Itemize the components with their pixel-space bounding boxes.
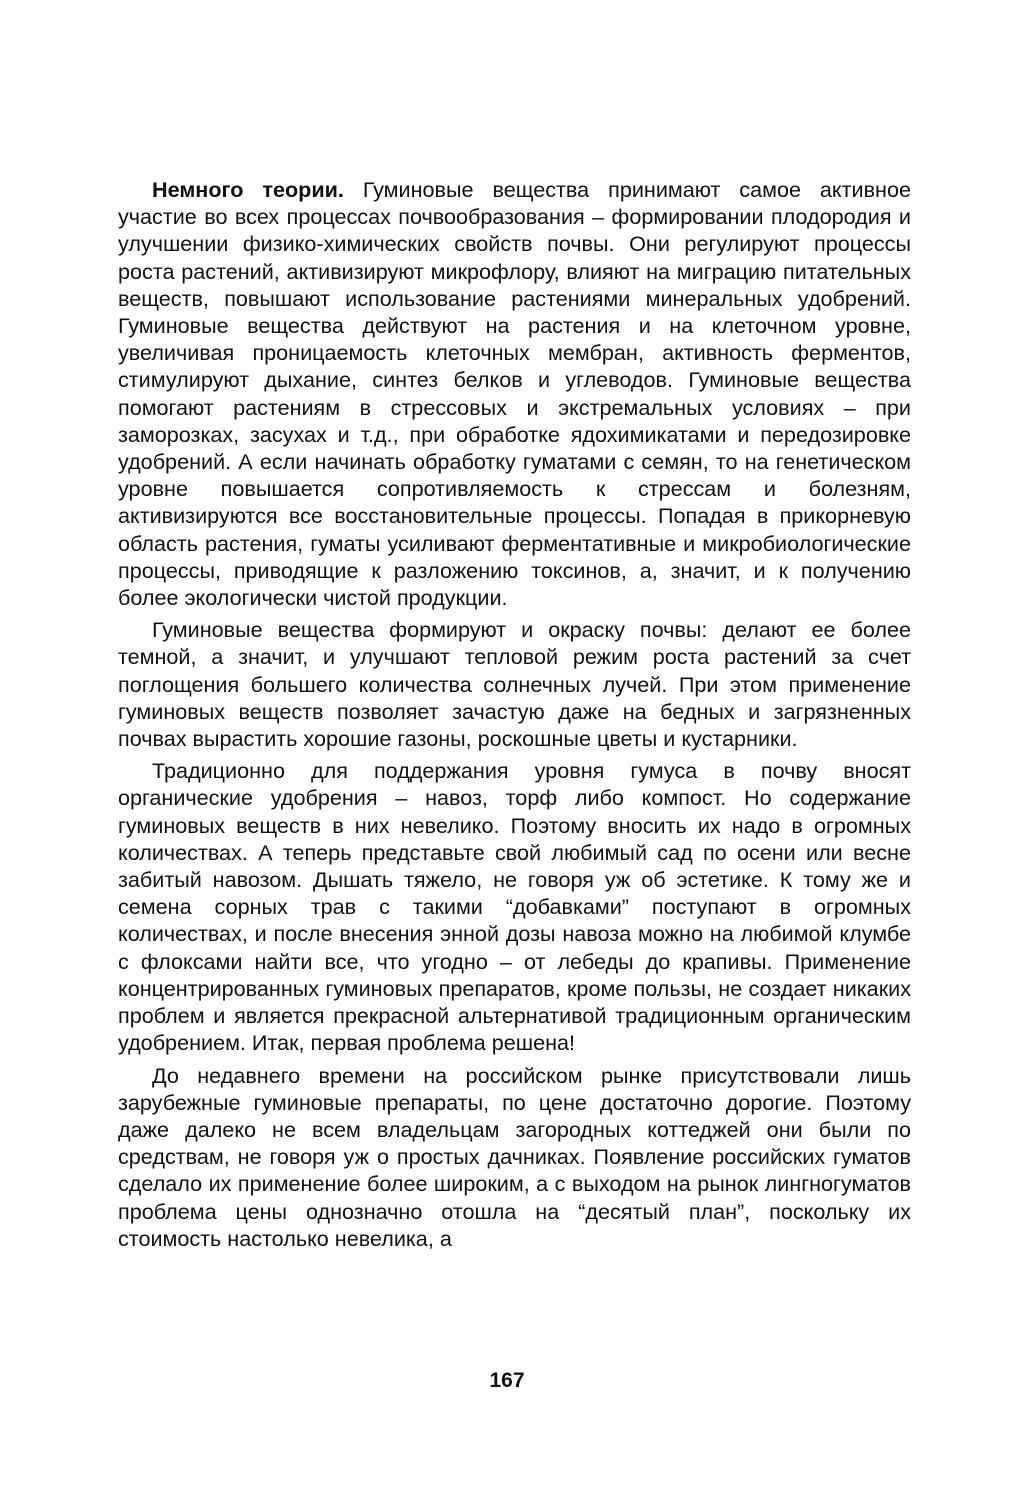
paragraph-4: До недавнего времени на российском рынке присутствовали лишь зарубежные гуминовые препараты, по цене достаточно дорогие. Поэтому даже далеко не всем владельцам загородных коттеджей они были по средствам, не говоря уж о простых дачниках. Появление российских гуматов сделало их применение более широким, а с выходом на рынок лингногуматов проблема цены однозначно отошла на “десятый план”, поскольку их стоимость настолько невелика, а (118, 1062, 911, 1251)
body-text (118, 176, 911, 1257)
page-number: 167 (489, 1369, 525, 1392)
paragraph-2: Гуминовые вещества формируют и окраску почвы: делают ее более темной, а значит, и улучшают тепловой режим роста растений за счет поглощения большего количества солнечных лучей. При этом применение гуминовых веществ позволяет зачастую даже на бедных и загрязненных почвах вырастить хорошие газоны, роскошные цветы и кустарники. (118, 617, 911, 752)
paragraph-1 (118, 176, 911, 611)
paragraph-1-text: Гуминовые вещества принимают самое активное участие во всех процессах почвообразования – формировании плодородия и улучшении физико-химических свойств почвы. Они регулируют процессы роста растений, активизируют микрофлору, влияют на миграцию питательных веществ, повышают использование растениями минеральных удобрений. Гуминовые вещества действуют на растения и на клеточном уровне, увеличивая проницаемость клеточных мембран, активность ферментов, стимулируют дыхание, синтез белков и углеводов. Гуминовые вещества помогают растениям в стрессовых и экстремальных условиях – при заморозках, засухах и т.д., при обработке ядохимикатами и передозировке удобрений. А если начинать обработку гуматами с семян, то на генетическом уровне повышается сопротивляемость к стрессам и болезням, активизируются все восстановительные процессы. Попадая в прикорневую область растения, гуматы усиливают ферментативные и микробиологические процессы, приводящие к разложению токсинов, а, значит, и к получению более экологически чистой продукции. (118, 177, 911, 611)
section-lead-in: Немного теории. (152, 177, 344, 202)
paragraph-3: Традиционно для поддержания уровня гумуса в почву вносят органические удобрения – навоз, торф либо компост. Но содержание гуминовых веществ в них невелико. Поэтому вносить их надо в огромных количествах. А теперь представьте свой любимый сад по осени или весне забитый навозом. Дышать тяжело, не говоря уж об эстетике. К тому же и семена сорных трав с такими “добавками” поступают в огромных количествах, и после внесения энной дозы навоза можно на любимой клумбе с флоксами найти все, что угодно – от лебеды до крапивы. Применение концентрированных гуминовых препаратов, кроме пользы, не создает никаких проблем и является прекрасной альтернативой традиционным органическим удобрением. Итак, первая проблема решена! (118, 758, 911, 1056)
